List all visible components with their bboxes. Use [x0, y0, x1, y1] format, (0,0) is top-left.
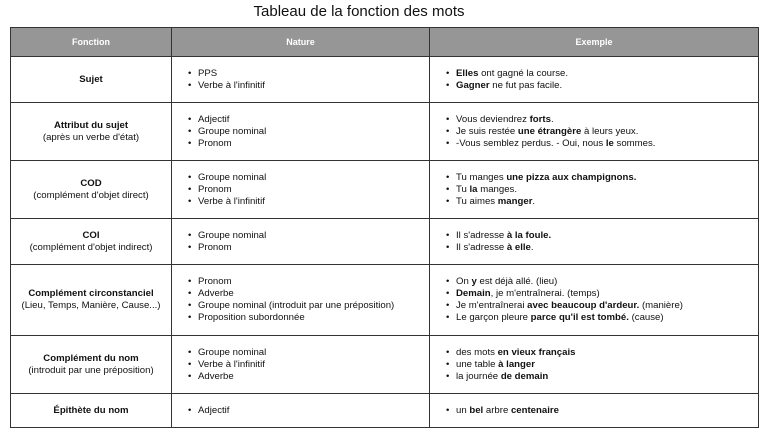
exemple-list: [446, 68, 750, 92]
exemple-emphasis: à elle: [506, 241, 531, 253]
table-row: [11, 336, 759, 394]
exemple-text: manges.: [477, 183, 517, 195]
exemple-text: -Vous semblez perdus. - Oui, nous: [456, 137, 606, 149]
exemple-emphasis: à langer: [498, 358, 535, 370]
exemple-emphasis: bel: [469, 404, 484, 416]
nature-list: [188, 114, 421, 150]
exemple-emphasis: de demain: [500, 370, 549, 382]
nature-item: • Groupe nominal: [188, 347, 421, 359]
exemple-cell: [430, 336, 759, 394]
exemple-emphasis: parce qu'il est tombé.: [530, 312, 629, 323]
exemple-item: [446, 80, 750, 92]
fonction-cell: [11, 336, 172, 394]
exemple-emphasis: centenaire: [510, 404, 559, 416]
fonction-name: COI: [82, 229, 100, 241]
nature-cell: [172, 219, 430, 265]
exemple-cell: [430, 161, 759, 219]
exemple-text: ont gagné la course.: [478, 67, 569, 79]
exemple-cell: [430, 103, 759, 161]
nature-cell: [172, 336, 430, 394]
exemple-text: Il s'adresse: [456, 229, 507, 241]
exemple-item: [446, 114, 750, 126]
fonction-cell: [11, 161, 172, 219]
exemple-text: est déjà allé. (lieu): [476, 276, 558, 287]
exemple-text: Il s'adresse: [456, 241, 507, 253]
nature-list: [188, 347, 421, 383]
exemple-text: la journée: [456, 370, 501, 382]
nature-item: • Proposition subordonnée: [188, 312, 421, 324]
exemple-item: [446, 288, 750, 300]
exemple-item: [446, 196, 750, 208]
fonction-note: (après un verbe d'état): [42, 131, 140, 143]
nature-cell: [172, 265, 430, 336]
fonction-name: COD: [80, 177, 102, 189]
nature-item: • Verbe à l'infinitif: [188, 80, 421, 92]
exemple-emphasis: une étrangère: [517, 125, 582, 137]
nature-list: [188, 405, 421, 417]
exemple-text: (manière): [639, 300, 683, 311]
exemple-item: [446, 230, 750, 242]
fonction-note: (Lieu, Temps, Manière, Cause...): [21, 300, 161, 311]
exemple-text: arbre: [483, 404, 511, 416]
nature-item: • Pronom: [188, 184, 421, 196]
header-row: [11, 28, 759, 57]
nature-cell: [172, 394, 430, 428]
fonction-note: (complément d'objet indirect): [29, 241, 153, 253]
table-row: [11, 103, 759, 161]
exemple-list: [446, 347, 750, 383]
table-body: [11, 57, 759, 428]
exemple-item: [446, 371, 750, 383]
nature-item: • Groupe nominal: [188, 126, 421, 138]
exemple-item: [446, 312, 750, 324]
exemple-text: Vous deviendrez: [456, 113, 530, 125]
fonction-note: (introduit par une préposition): [28, 364, 154, 376]
exemple-item: [446, 347, 750, 359]
exemple-list: [446, 230, 750, 254]
exemple-text: ne fut pas facile.: [489, 79, 563, 91]
exemple-emphasis: une pizza aux champignons.: [506, 171, 637, 183]
nature-item: • Pronom: [188, 242, 421, 254]
fonction-name: Attribut du sujet: [53, 119, 129, 131]
exemple-item: [446, 359, 750, 371]
nature-item: • Groupe nominal: [188, 172, 421, 184]
exemple-emphasis: à la foule.: [506, 229, 552, 241]
exemple-emphasis: forts: [529, 113, 551, 125]
function-table: [10, 27, 759, 428]
exemple-list: [446, 114, 750, 150]
table-row: [11, 394, 759, 428]
exemple-list: [446, 172, 750, 208]
exemple-text: Le garçon pleure: [456, 312, 531, 323]
page-title: Tableau de la fonction des mots: [253, 3, 465, 20]
nature-item: • Adverbe: [188, 288, 421, 300]
exemple-cell: [430, 394, 759, 428]
header-fonction: Fonction: [11, 28, 172, 57]
exemple-emphasis: y: [471, 276, 477, 287]
fonction-name: Complément circonstanciel: [28, 288, 154, 299]
exemple-emphasis: en vieux français: [497, 346, 576, 358]
nature-item: • Pronom: [188, 276, 421, 288]
exemple-item: [446, 276, 750, 288]
exemple-emphasis: avec beaucoup d'ardeur.: [527, 300, 640, 311]
nature-item: • Groupe nominal (introduit par une préposition): [188, 300, 421, 312]
nature-list: [188, 172, 421, 208]
exemple-emphasis: Gagner: [456, 79, 490, 91]
fonction-cell: [11, 103, 172, 161]
exemple-text: Tu: [456, 183, 470, 195]
nature-item: • Verbe à l'infinitif: [188, 196, 421, 208]
fonction-cell: [11, 219, 172, 265]
exemple-item: [446, 242, 750, 254]
header-exemple: Exemple: [430, 28, 759, 57]
exemple-text: , je m'entraînerai. (temps): [490, 288, 600, 299]
fonction-cell: [11, 57, 172, 103]
exemple-item: [446, 405, 750, 417]
exemple-cell: [430, 57, 759, 103]
fonction-name: Sujet: [79, 73, 103, 85]
nature-cell: [172, 103, 430, 161]
nature-cell: [172, 57, 430, 103]
exemple-cell: [430, 265, 759, 336]
exemple-text: Je m'entraînerai: [456, 300, 528, 311]
exemple-text: Je suis restée: [456, 125, 518, 137]
nature-item: • PPS: [188, 68, 421, 80]
fonction-cell: [11, 394, 172, 428]
exemple-emphasis: Demain: [456, 288, 491, 299]
exemple-emphasis: le: [605, 137, 614, 149]
exemple-item: [446, 300, 750, 312]
exemple-text: un: [456, 404, 470, 416]
nature-item: • Verbe à l'infinitif: [188, 359, 421, 371]
nature-cell: [172, 161, 430, 219]
table-row: [11, 161, 759, 219]
exemple-text: (cause): [628, 312, 664, 323]
fonction-note: (complément d'objet direct): [33, 189, 149, 201]
exemple-text: .: [550, 113, 554, 125]
exemple-emphasis: la: [469, 183, 478, 195]
exemple-text: des mots: [456, 346, 498, 358]
nature-item: • Adjectif: [188, 114, 421, 126]
exemple-item: [446, 184, 750, 196]
exemple-cell: [430, 219, 759, 265]
exemple-text: sommes.: [613, 137, 656, 149]
fonction-name: Complément du nom: [43, 352, 139, 364]
exemple-text: une table: [456, 358, 499, 370]
exemple-text: .: [530, 241, 534, 253]
exemple-item: [446, 68, 750, 80]
exemple-emphasis: manger: [497, 195, 533, 207]
header-nature: Nature: [172, 28, 430, 57]
table-row: [11, 57, 759, 103]
nature-list: [188, 230, 421, 254]
exemple-item: [446, 138, 750, 150]
nature-list: [188, 276, 421, 324]
table-row: [11, 265, 759, 336]
exemple-text: .: [532, 195, 536, 207]
exemple-text: On: [456, 276, 472, 287]
exemple-list: [446, 405, 750, 417]
nature-list: [188, 68, 421, 92]
fonction-name: Épithète du nom: [53, 404, 129, 416]
nature-item: • Adverbe: [188, 371, 421, 383]
exemple-text: Tu aimes: [456, 195, 498, 207]
nature-item: • Adjectif: [188, 405, 421, 417]
exemple-text: Tu manges: [456, 171, 507, 183]
nature-item: • Pronom: [188, 138, 421, 150]
exemple-list: [446, 276, 750, 324]
exemple-item: [446, 172, 750, 184]
fonction-cell: [11, 265, 172, 336]
nature-item: • Groupe nominal: [188, 230, 421, 242]
table-row: [11, 219, 759, 265]
exemple-item: [446, 126, 750, 138]
exemple-text: à leurs yeux.: [581, 125, 639, 137]
exemple-emphasis: Elles: [456, 67, 479, 79]
